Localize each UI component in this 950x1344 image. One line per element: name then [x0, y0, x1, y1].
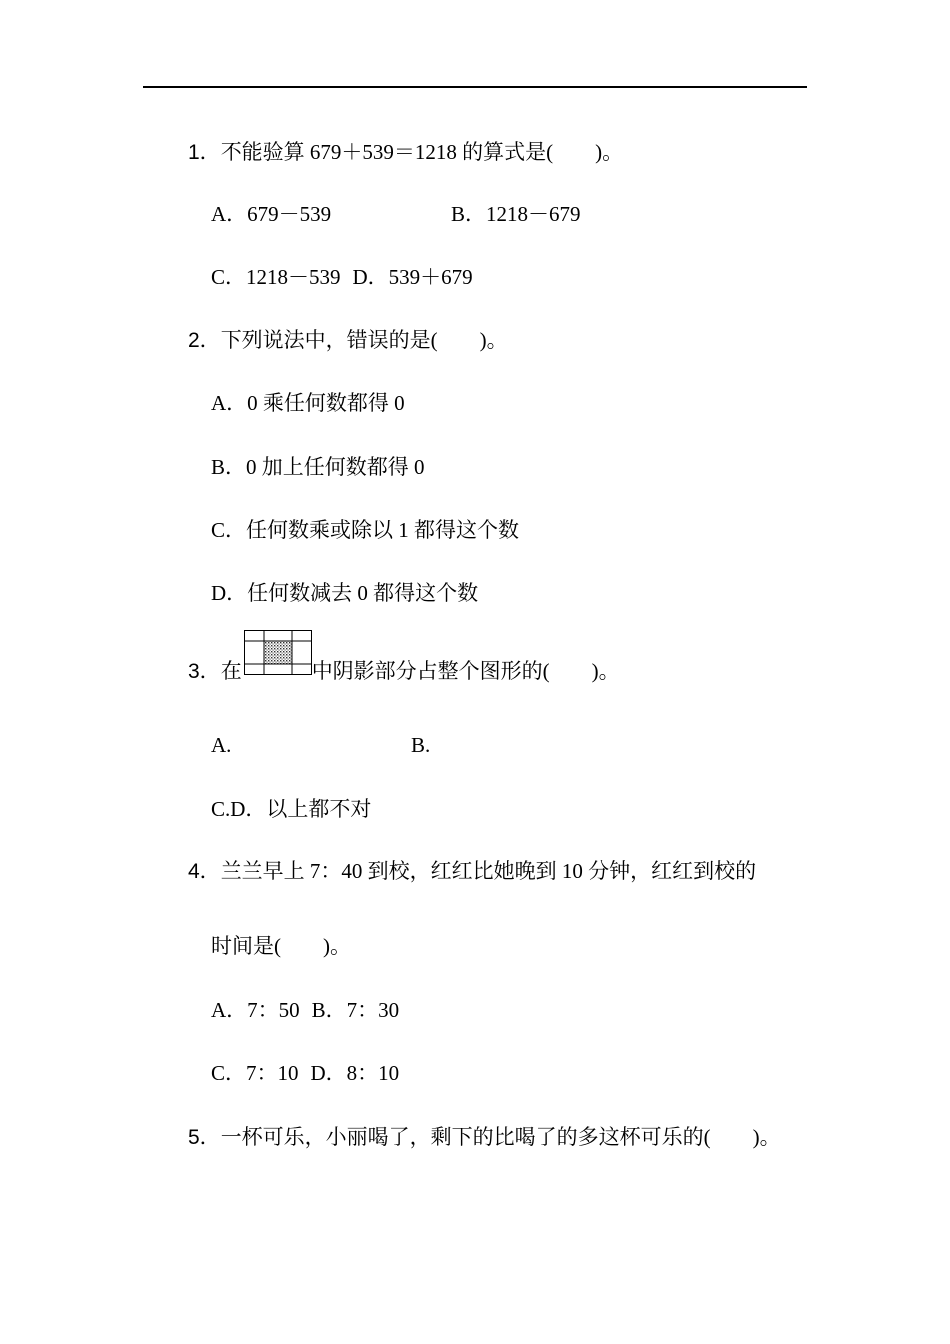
q1-options-cd	[211, 264, 473, 290]
question-stem: 兰兰早上 7：40 到校，红红比她晚到 10 分钟，红红到校的	[220, 859, 757, 883]
shaded-grid-figure	[244, 630, 312, 675]
question-stem-post: 中阴影部分占整个图形的( )。	[311, 659, 620, 683]
question-number: 1．	[188, 141, 221, 164]
question-1	[188, 139, 623, 166]
q4-option-c: C．7：10	[211, 1061, 299, 1085]
question-4	[188, 858, 756, 885]
q4-option-d: D．8：10	[310, 1061, 400, 1085]
question-stem: 一杯可乐，小丽喝了，剩下的比喝了的多这杯可乐的( )。	[220, 1125, 781, 1149]
q4-option-a: A．7：50	[211, 998, 300, 1022]
question-number: 3．	[188, 660, 221, 683]
q4-options-ab	[211, 997, 399, 1023]
q3-options-cd: C.D．以上都不对	[211, 797, 372, 821]
question-stem: 不能验算 679＋539＝1218 的算式是( )。	[220, 140, 624, 164]
q1-option-d: D．539＋679	[352, 265, 473, 289]
q2-option-c: C．任何数乘或除以 1 都得这个数	[211, 518, 520, 542]
question-4-continued: 时间是( )。	[211, 934, 351, 958]
q4-option-b: B．7：30	[311, 998, 400, 1022]
header-rule	[143, 86, 807, 88]
q4-options-cd	[211, 1060, 399, 1086]
q3-option-b: B.	[411, 733, 431, 757]
q1-option-a: A．679－539	[211, 202, 332, 226]
q1-option-c: C．1218－539	[211, 265, 341, 289]
q1-option-b: B．1218－679	[451, 202, 581, 226]
question-stem: 下列说法中，错误的是( )。	[220, 328, 508, 352]
question-stem-pre: 在	[220, 659, 242, 683]
question-number: 4．	[188, 860, 221, 883]
q3-option-a: A.	[211, 733, 232, 757]
question-number: 5．	[188, 1126, 221, 1149]
q2-option-a: A．0 乘任何数都得 0	[211, 391, 405, 415]
q2-option-b: B．0 加上任何数都得 0	[211, 455, 425, 479]
question-5	[188, 1124, 781, 1151]
shaded-region	[264, 641, 292, 664]
question-2	[188, 327, 508, 354]
question-number: 2．	[188, 329, 221, 352]
q2-option-d: D．任何数减去 0 都得这个数	[211, 581, 479, 605]
